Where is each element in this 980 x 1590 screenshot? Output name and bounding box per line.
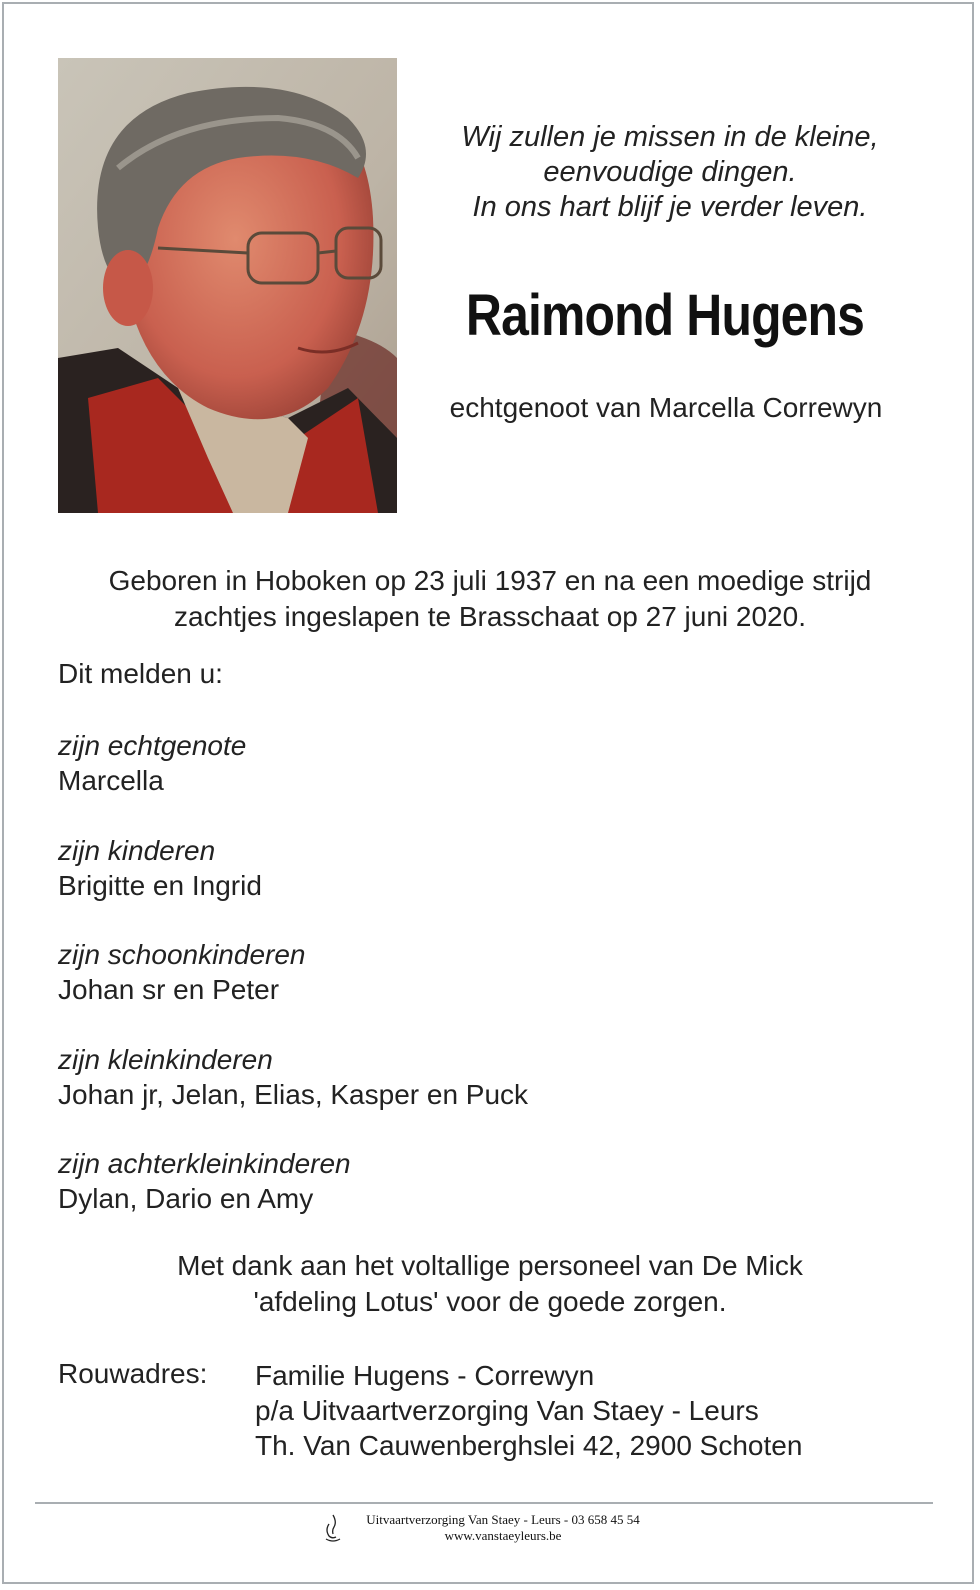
- family-names: Brigitte en Ingrid: [58, 870, 262, 901]
- portrait-icon: [58, 58, 397, 513]
- family-relation: zijn kleinkinderen: [58, 1044, 273, 1075]
- address-line: Th. Van Cauwenberghslei 42, 2900 Schoten: [255, 1430, 803, 1461]
- candle-flame-logo-icon: [322, 1512, 344, 1544]
- portrait-photo: [58, 58, 397, 513]
- footer-company: Uitvaartverzorging Van Staey - Leurs - 03 658 45 54: [366, 1512, 640, 1527]
- poem: [410, 120, 930, 225]
- deceased-relation: echtgenoot van Marcella Correwyn: [449, 392, 883, 423]
- family-group: [58, 833, 262, 903]
- poem-line: eenvoudige dingen.: [543, 156, 797, 188]
- announce-text: Dit melden u:: [58, 658, 223, 689]
- family-names: Johan sr en Peter: [58, 974, 280, 1005]
- statement-line: zachtjes ingeslapen te Brasschaat op 27 juni 2020.: [174, 601, 806, 632]
- family-names: Dylan, Dario en Amy: [58, 1183, 314, 1214]
- family-names: Marcella: [58, 765, 164, 796]
- address-line: Familie Hugens - Correwyn: [255, 1360, 595, 1391]
- footer: [348, 1512, 658, 1544]
- family-relation: zijn schoonkinderen: [58, 939, 306, 970]
- family-group: [58, 1146, 351, 1216]
- address-block: [255, 1358, 802, 1463]
- family-group: [58, 937, 306, 1007]
- family-group: [58, 1042, 528, 1112]
- thanks-note: [40, 1248, 940, 1320]
- poem-line: In ons hart blijf je verder leven.: [472, 191, 868, 223]
- thanks-line: Met dank aan het voltallige personeel van De Mick: [177, 1250, 803, 1281]
- family-relation: zijn echtgenote: [58, 730, 247, 761]
- address-label: Rouwadres:: [58, 1358, 208, 1389]
- family-relation: zijn kinderen: [58, 835, 216, 866]
- family-relation: zijn achterkleinkinderen: [58, 1148, 351, 1179]
- footer-divider: [35, 1502, 933, 1504]
- poem-line: Wij zullen je missen in de kleine,: [461, 121, 879, 153]
- thanks-line: 'afdeling Lotus' voor de goede zorgen.: [253, 1286, 727, 1317]
- family-group: [58, 728, 246, 798]
- deceased-name: Raimond Hugens: [465, 283, 865, 348]
- statement-line: Geboren in Hoboken op 23 juli 1937 en na een moedige strijd: [108, 565, 872, 596]
- footer-website: www.vanstaeyleurs.be: [444, 1528, 562, 1543]
- address-line: p/a Uitvaartverzorging Van Staey - Leurs: [255, 1395, 759, 1426]
- birth-death-statement: [40, 563, 940, 635]
- family-names: Johan jr, Jelan, Elias, Kasper en Puck: [58, 1079, 529, 1110]
